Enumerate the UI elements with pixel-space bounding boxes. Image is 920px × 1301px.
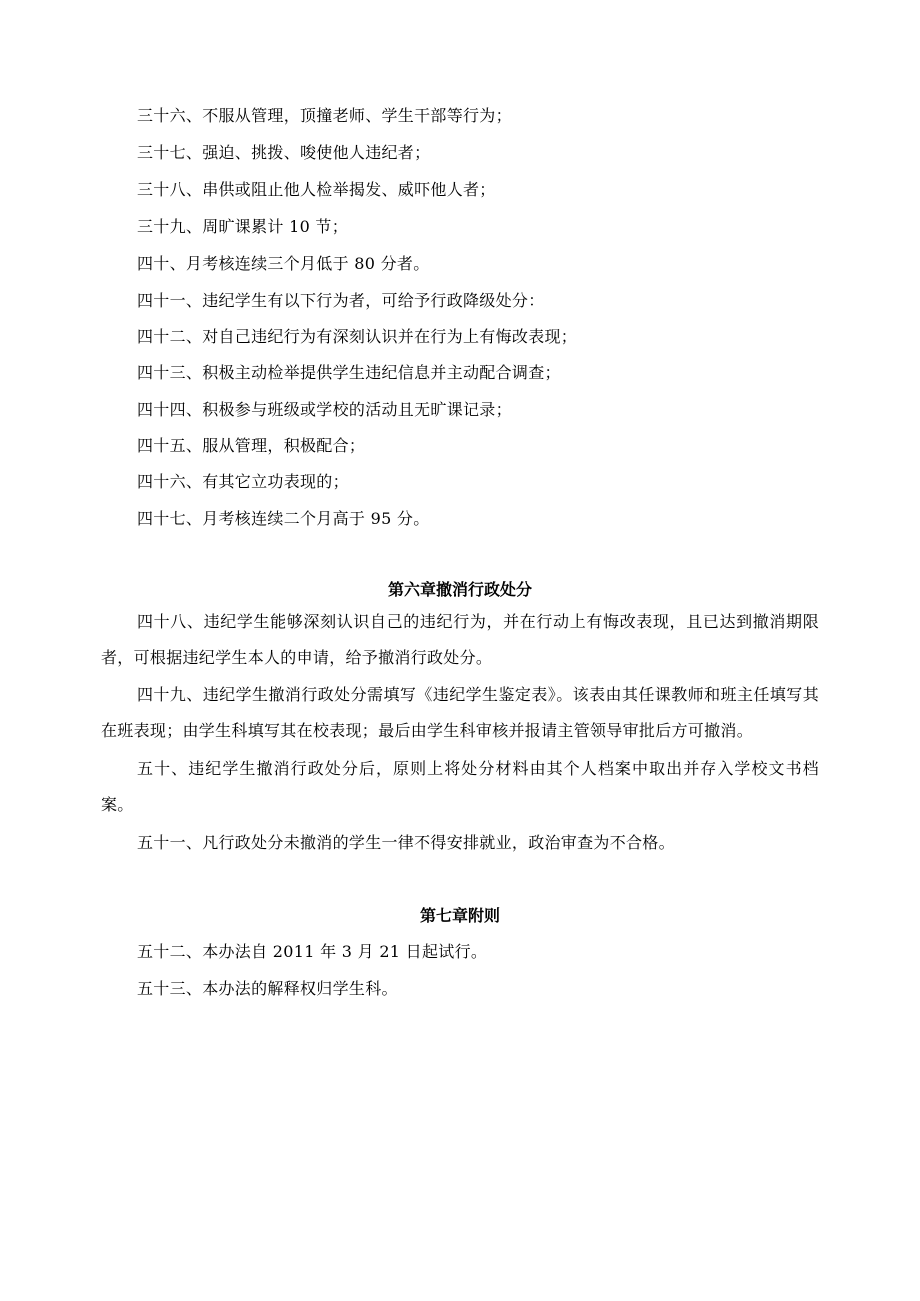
article-40: 四十、月考核连续三个月低于 80 分者。	[137, 254, 430, 273]
article-45: 四十五、服从管理，积极配合；	[137, 436, 366, 455]
article-38: 三十八、串供或阻止他人检举揭发、威吓他人者；	[137, 180, 496, 199]
chapter-6-title: 第六章撤消行政处分	[387, 580, 532, 599]
article-46: 四十六、有其它立功表现的；	[137, 472, 349, 491]
article-53: 五十三、本办法的解释权归学生科。	[137, 979, 398, 998]
article-42: 四十二、对自己违纪行为有深刻认识并在行为上有悔改表现；	[137, 327, 578, 346]
article-44: 四十四、积极参与班级或学校的活动且无旷课记录；	[137, 400, 512, 419]
article-48: 四十八、违纪学生能够深刻认识自己的违纪行为，并在行动上有悔改表现，且已达到撤消期限者，可根据违纪学生本人的申请，给予撤消行政处分。	[101, 612, 819, 667]
article-47: 四十七、月考核连续二个月高于 95 分。	[137, 509, 430, 528]
article-51: 五十一、凡行政处分未撤消的学生一律不得安排就业，政治审查为不合格。	[137, 833, 675, 852]
chapter-7-title: 第七章附则	[419, 906, 500, 925]
article-52: 五十二、本办法自 2011 年 3 月 21 日起试行。	[137, 942, 488, 961]
article-37: 三十七、强迫、挑拨、唆使他人违纪者；	[137, 143, 431, 162]
article-43: 四十三、积极主动检举提供学生违纪信息并主动配合调查；	[137, 363, 561, 382]
article-36: 三十六、不服从管理，顶撞老师、学生干部等行为；	[137, 106, 512, 125]
article-49: 四十九、违纪学生撤消行政处分需填写《违纪学生鉴定表》。该表由其任课教师和班主任填写其在班表现；由学生科填写其在校表现；最后由学生科审核并报请主管领导审批后方可撤消。	[101, 685, 819, 740]
article-39: 三十九、周旷课累计 10 节；	[137, 217, 349, 236]
article-50: 五十、违纪学生撤消行政处分后，原则上将处分材料由其个人档案中取出并存入学校文书档案。	[101, 759, 819, 814]
article-41: 四十一、违纪学生有以下行为者，可给予行政降级处分：	[137, 291, 545, 310]
